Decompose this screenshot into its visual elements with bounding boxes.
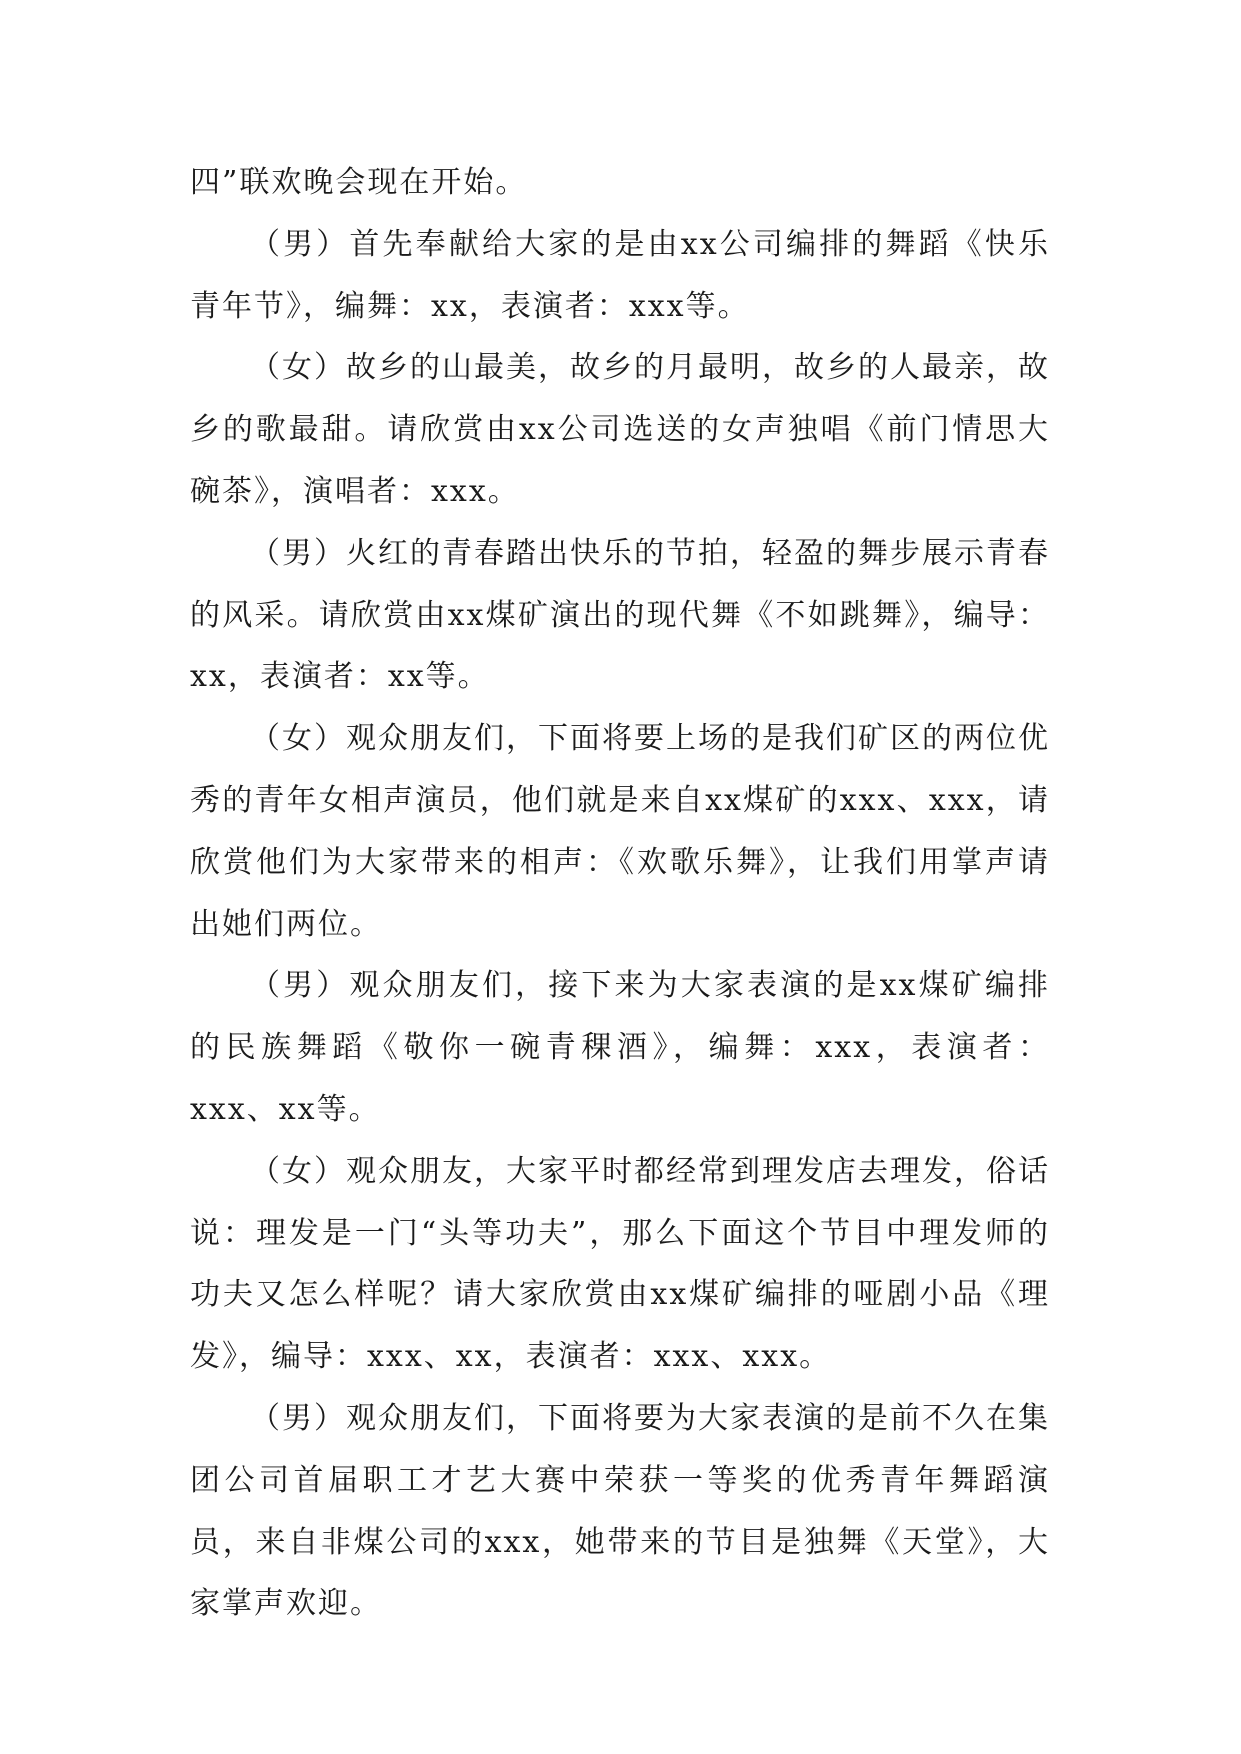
paragraph-6: （男）观众朋友们，接下来为大家表演的是xx煤矿编排的民族舞蹈《敬你一碗青稞酒》，编舞：xxx，表演者：xxx、xx等。 bbox=[190, 968, 1050, 1127]
paragraph-3: （女）故乡的山最美，故乡的月最明，故乡的人最亲，故乡的歌最甜。请欣赏由xx公司选送的女声独唱《前门情思大碗茶》，演唱者：xxx。 bbox=[190, 350, 1050, 509]
paragraph-5: （女）观众朋友们，下面将要上场的是我们矿区的两位优秀的青年女相声演员，他们就是来自xx煤矿的xxx、xxx，请欣赏他们为大家带来的相声：《欢歌乐舞》，让我们用掌声请出她们两位。 bbox=[190, 721, 1050, 942]
paragraph-4: （男）火红的青春踏出快乐的节拍，轻盈的舞步展示青春的风采。请欣赏由xx煤矿演出的现代舞《不如跳舞》，编导：xx，表演者：xx等。 bbox=[190, 535, 1050, 695]
paragraph-8: （男）观众朋友们，下面将要为大家表演的是前不久在集团公司首届职工才艺大赛中荣获一等奖的优秀青年舞蹈演员，来自非煤公司的xxx，她带来的节目是独舞《天堂》，大家掌声欢迎。 bbox=[190, 1400, 1050, 1622]
document-body bbox=[190, 152, 1050, 1635]
paragraph-1: 四”联欢晚会现在开始。 bbox=[190, 165, 528, 200]
paragraph-2: （男）首先奉献给大家的是由xx公司编排的舞蹈《快乐青年节》，编舞：xx，表演者：xxx等。 bbox=[190, 226, 1050, 324]
paragraph-7: （女）观众朋友，大家平时都经常到理发店去理发，俗话说：理发是一门“头等功夫”，那么下面这个节目中理发师的功夫又怎么样呢？请大家欣赏由xx煤矿编排的哑剧小品《理发》，编导：xxx、xx，表演者：xxx、xxx。 bbox=[190, 1153, 1050, 1375]
